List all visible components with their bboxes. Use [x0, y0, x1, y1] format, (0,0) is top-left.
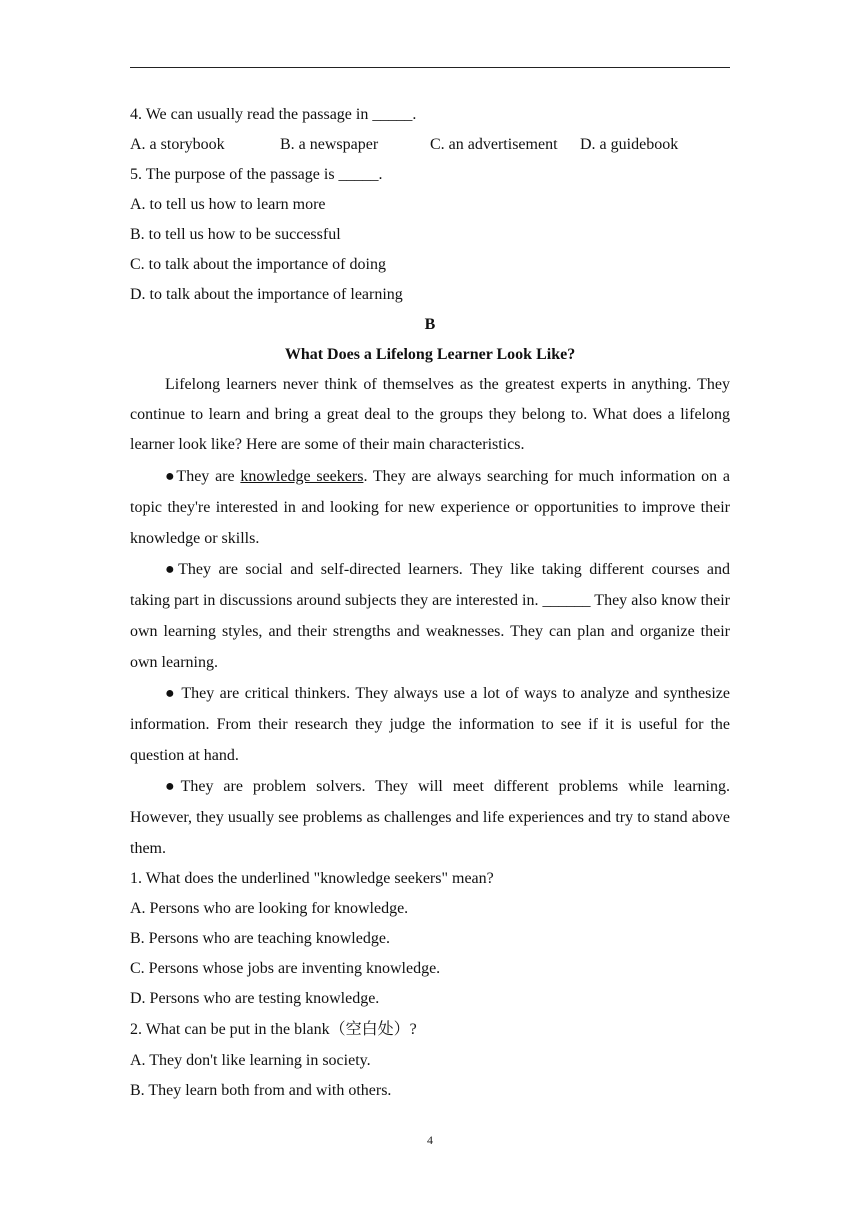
section-letter: B	[424, 316, 436, 333]
bullet-prefix: ●They are	[165, 468, 241, 485]
question-1-stem: 1. What does the underlined "knowledge seekers" mean?	[130, 870, 494, 887]
option-b: B. Persons who are teaching knowledge.	[130, 930, 390, 947]
option-a: A. to tell us how to learn more	[130, 196, 326, 213]
bullet-critical-thinkers: ● They are critical thinkers. They always use a lot of ways to analyze and synthesize information. From their research they judge the information to see if it is useful for the question at hand.	[130, 685, 730, 764]
option-c: C. to talk about the importance of doing	[130, 256, 386, 273]
option-d: D. to talk about the importance of learning	[130, 286, 403, 303]
option-d: D. a guidebook	[580, 136, 679, 153]
question-2-stem: 2. What can be put in the blank（空白处）?	[130, 1021, 417, 1038]
question-4-options	[130, 130, 730, 160]
passage-title: What Does a Lifelong Learner Look Like?	[284, 346, 576, 363]
page-number: 4	[427, 1133, 433, 1147]
option-c: C. Persons whose jobs are inventing knowledge.	[130, 960, 441, 977]
option-b: B. a newspaper	[280, 136, 379, 153]
option-a: A. Persons who are looking for knowledge.	[130, 900, 409, 917]
bullet-rest: . They are always searching for much information on a topic they're interested in and looking for new experience or opportunities to improve their knowledge or skills.	[130, 468, 731, 547]
question-5-stem: 5. The purpose of the passage is _____.	[130, 166, 383, 183]
page-content	[130, 100, 730, 1106]
option-a: A. a storybook	[130, 136, 225, 153]
option-d: D. Persons who are testing knowledge.	[130, 990, 380, 1007]
bullet-social-learners: ●They are social and self-directed learners. They like taking different courses and taking part in discussions around subjects they are interested in. ______ They also know their own learning styles, and their strengths and weaknesses. They can plan and organize their own learning.	[130, 561, 730, 671]
option-c: C. an advertisement	[430, 136, 558, 153]
option-a: A. They don't like learning in society.	[130, 1052, 371, 1069]
underlined-term: knowledge seekers	[240, 468, 364, 485]
option-b: B. to tell us how to be successful	[130, 226, 341, 243]
bullet-problem-solvers: ●They are problem solvers. They will meet different problems while learning. However, they usually see problems as challenges and life experiences and try to stand above them.	[130, 778, 730, 857]
header-rule	[130, 67, 730, 68]
question-4-stem: 4. We can usually read the passage in _____.	[130, 106, 417, 123]
bullet-knowledge-seekers	[130, 461, 730, 554]
passage-intro: Lifelong learners never think of themselves as the greatest experts in anything. They continue to learn and bring a great deal to the groups they belong to. What does a lifelong learner look like? Here are some of their main characteristics.	[130, 376, 730, 453]
option-b: B. They learn both from and with others.	[130, 1082, 392, 1099]
